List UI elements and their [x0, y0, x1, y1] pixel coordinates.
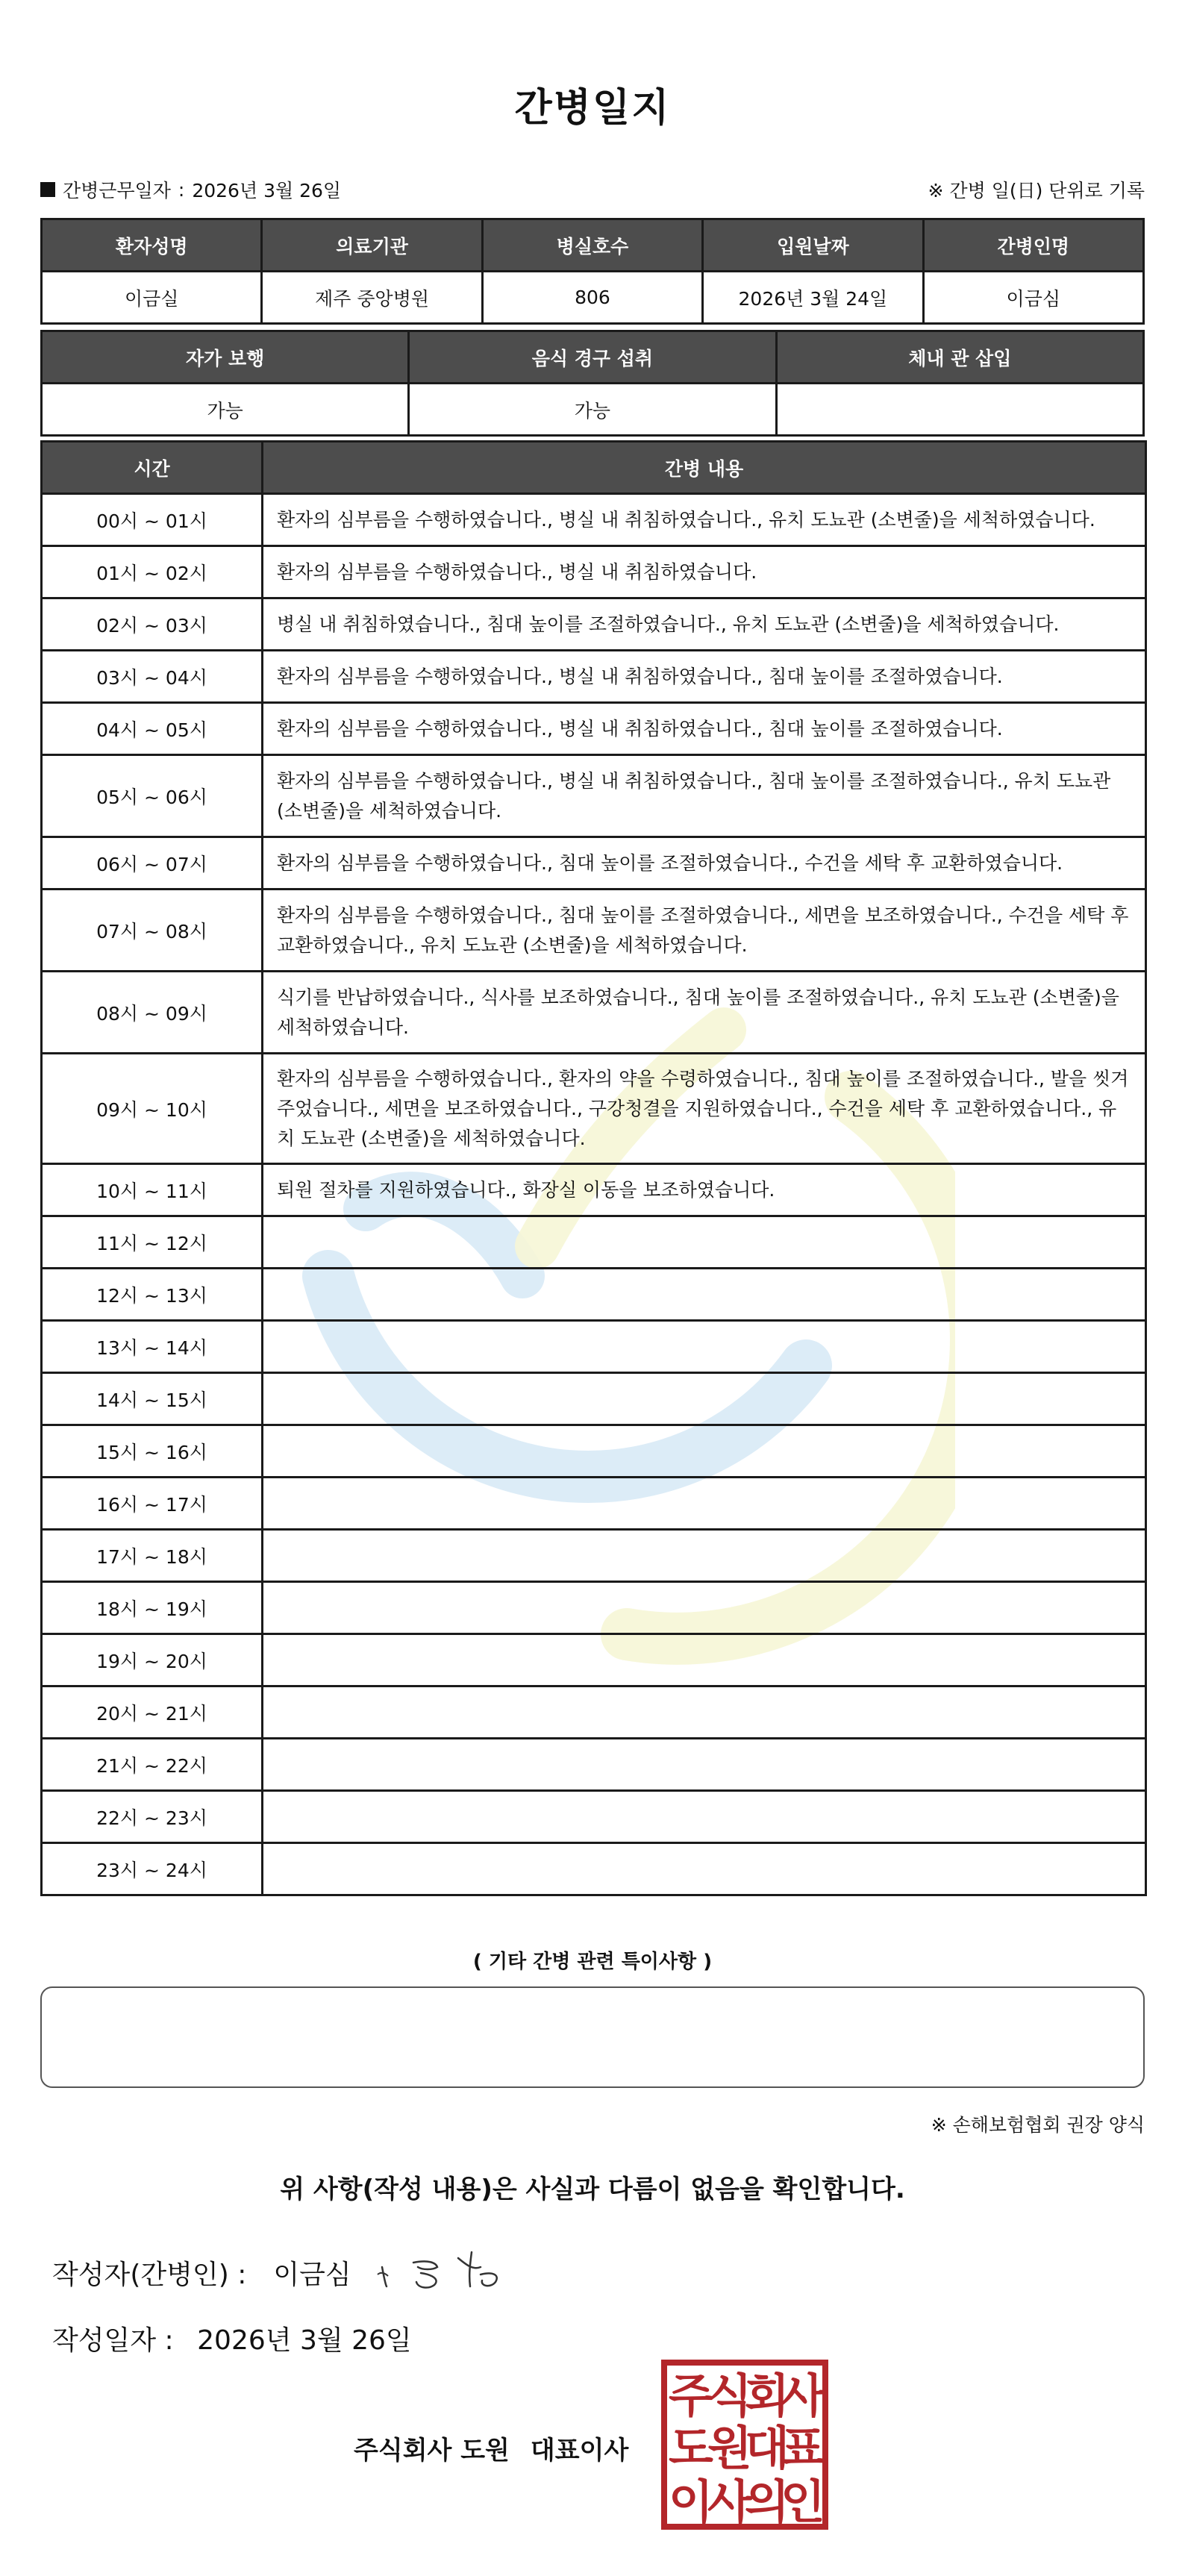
- table-row: [42, 1530, 1146, 1582]
- log-time: 05시 ~ 06시: [42, 755, 263, 837]
- table-row: [42, 1739, 1146, 1791]
- table-row: [42, 837, 1146, 890]
- table-row: [42, 1269, 1146, 1321]
- company-seal-icon: [661, 2360, 828, 2530]
- header-care-content: 간병 내용: [263, 442, 1146, 494]
- log-time: 07시 ~ 08시: [42, 890, 263, 972]
- table-row: [42, 1843, 1146, 1895]
- log-content: 환자의 심부름을 수행하였습니다., 환자의 약을 수령하였습니다., 침대 높이를 조절하였습니다., 발을 씻겨주었습니다., 세면을 보조하였습니다., 구강청결을 지원하였습니다., 수건을 세탁 후 교환하였습니다., 유치 도뇨관 (소변줄)을 세척하였습니다.: [263, 1054, 1146, 1164]
- table-row: [42, 1164, 1146, 1216]
- log-content: [263, 1739, 1146, 1791]
- log-content: 병실 내 취침하였습니다., 침대 높이를 조절하였습니다., 유치 도뇨관 (소변줄)을 세척하였습니다.: [263, 598, 1146, 651]
- table-row: [42, 546, 1146, 598]
- log-content: [263, 1686, 1146, 1739]
- remarks-box: [40, 1986, 1145, 2088]
- form-note: ※ 손해보험협회 권장 양식: [931, 2114, 1145, 2136]
- log-time: 18시 ~ 19시: [42, 1582, 263, 1634]
- work-date-separator: :: [178, 178, 185, 201]
- log-time: 10시 ~ 11시: [42, 1164, 263, 1216]
- log-time: 03시 ~ 04시: [42, 651, 263, 703]
- header-tube-insertion: 체내 관 삽입: [776, 331, 1143, 384]
- table-row: [42, 494, 1146, 546]
- writer-row: [52, 2254, 351, 2292]
- log-content: [263, 1216, 1146, 1269]
- header-oral-intake: 음식 경구 섭취: [409, 331, 776, 384]
- log-time: 21시 ~ 22시: [42, 1739, 263, 1791]
- svg-text:식: 식: [707, 2369, 752, 2423]
- log-content: [263, 1634, 1146, 1686]
- room-number: 806: [482, 272, 702, 324]
- log-content: [263, 1321, 1146, 1373]
- log-time: 01시 ~ 02시: [42, 546, 263, 598]
- svg-text:원: 원: [707, 2421, 752, 2475]
- table-row: [42, 1478, 1146, 1530]
- svg-text:인: 인: [781, 2475, 825, 2529]
- table-row: [42, 1686, 1146, 1739]
- log-time: 17시 ~ 18시: [42, 1530, 263, 1582]
- log-time: 19시 ~ 20시: [42, 1634, 263, 1686]
- header-room-number: 병실호수: [482, 219, 702, 272]
- tube-insertion: [776, 384, 1143, 436]
- log-time: 13시 ~ 14시: [42, 1321, 263, 1373]
- company-ceo-title: 대표이사: [530, 2436, 629, 2466]
- log-content: 환자의 심부름을 수행하였습니다., 침대 높이를 조절하였습니다., 수건을 세탁 후 교환하였습니다.: [263, 837, 1146, 890]
- meta-row: [40, 176, 1145, 206]
- log-time: 16시 ~ 17시: [42, 1478, 263, 1530]
- log-content: 환자의 심부름을 수행하였습니다., 침대 높이를 조절하였습니다., 세면을 보조하였습니다., 수건을 세탁 후 교환하였습니다., 유치 도뇨관 (소변줄)을 세척하였습니다.: [263, 890, 1146, 972]
- svg-text:주: 주: [669, 2369, 713, 2423]
- log-time: 04시 ~ 05시: [42, 703, 263, 755]
- log-time: 11시 ~ 12시: [42, 1216, 263, 1269]
- header-patient-name: 환자성명: [42, 219, 262, 272]
- log-content: 퇴원 절차를 지원하였습니다., 화장실 이동을 보조하였습니다.: [263, 1164, 1146, 1216]
- table-row: [42, 598, 1146, 651]
- log-time: 06시 ~ 07시: [42, 837, 263, 890]
- table-row: [42, 890, 1146, 972]
- work-date-value: 2026년 3월 26일: [192, 180, 342, 201]
- table-row: [42, 972, 1146, 1054]
- log-time: 12시 ~ 13시: [42, 1269, 263, 1321]
- svg-text:대: 대: [745, 2421, 790, 2475]
- patient-status-table: [40, 330, 1145, 437]
- log-content: [263, 1478, 1146, 1530]
- svg-text:이: 이: [669, 2475, 713, 2529]
- table-row: [42, 651, 1146, 703]
- log-content: [263, 1791, 1146, 1843]
- log-content: 환자의 심부름을 수행하였습니다., 병실 내 취침하였습니다., 침대 높이를 조절하였습니다.: [263, 651, 1146, 703]
- log-time: 20시 ~ 21시: [42, 1686, 263, 1739]
- square-bullet-icon: [40, 182, 55, 197]
- svg-text:표: 표: [781, 2421, 825, 2475]
- log-time: 09시 ~ 10시: [42, 1054, 263, 1164]
- patient-name: 이금실: [42, 272, 262, 324]
- header-time: 시간: [42, 442, 263, 494]
- log-content: [263, 1269, 1146, 1321]
- company-name: 주식회사 도원: [354, 2436, 510, 2466]
- table-row: [42, 1425, 1146, 1478]
- table-row: [42, 1373, 1146, 1425]
- writer-name: 이금심: [273, 2260, 351, 2290]
- log-time: 14시 ~ 15시: [42, 1373, 263, 1425]
- table-row: [42, 755, 1146, 837]
- log-time: 23시 ~ 24시: [42, 1843, 263, 1895]
- table-row: [42, 1791, 1146, 1843]
- care-log-table: [40, 440, 1147, 1896]
- written-date-label: 작성일자 :: [52, 2325, 174, 2356]
- log-content: [263, 1530, 1146, 1582]
- written-date-row: [52, 2319, 412, 2357]
- company-signature-block: [354, 2430, 628, 2466]
- log-time: 22시 ~ 23시: [42, 1791, 263, 1843]
- log-content: [263, 1373, 1146, 1425]
- self-walking: 가능: [42, 384, 409, 436]
- hospital: 제주 중앙병원: [262, 272, 482, 324]
- log-content: [263, 1582, 1146, 1634]
- oral-intake: 가능: [409, 384, 776, 436]
- handwritten-signature-icon: [369, 2245, 510, 2297]
- table-row: [42, 1216, 1146, 1269]
- writer-label: 작성자(간병인) :: [52, 2260, 247, 2290]
- log-content: 환자의 심부름을 수행하였습니다., 병실 내 취침하였습니다., 유치 도뇨관 (소변줄)을 세척하였습니다.: [263, 494, 1146, 546]
- log-content: 환자의 심부름을 수행하였습니다., 병실 내 취침하였습니다., 침대 높이를 조절하였습니다., 유치 도뇨관 (소변줄)을 세척하였습니다.: [263, 755, 1146, 837]
- log-time: 08시 ~ 09시: [42, 972, 263, 1054]
- svg-text:도: 도: [669, 2421, 713, 2475]
- svg-text:의: 의: [745, 2475, 790, 2529]
- work-date-label: 간병근무일자: [63, 180, 171, 201]
- table-row: [42, 1321, 1146, 1373]
- table-row: [42, 1054, 1146, 1164]
- header-caregiver-name: 간병인명: [923, 219, 1143, 272]
- log-content: [263, 1843, 1146, 1895]
- header-hospital: 의료기관: [262, 219, 482, 272]
- log-content: 식기를 반납하였습니다., 식사를 보조하였습니다., 침대 높이를 조절하였습니다., 유치 도뇨관 (소변줄)을 세척하였습니다.: [263, 972, 1146, 1054]
- log-time: 15시 ~ 16시: [42, 1425, 263, 1478]
- admission-date: 2026년 3월 24일: [703, 272, 923, 324]
- header-admission-date: 입원날짜: [703, 219, 923, 272]
- table-row: [42, 1634, 1146, 1686]
- table-row: [42, 1582, 1146, 1634]
- table-row: [42, 703, 1146, 755]
- svg-text:사: 사: [781, 2369, 825, 2423]
- confirmation-statement: 위 사항(작성 내용)은 사실과 다름이 없음을 확인합니다.: [280, 2175, 905, 2204]
- written-date-value: 2026년 3월 26일: [197, 2325, 412, 2356]
- work-date: [40, 176, 341, 203]
- document-title: 간병일지: [514, 86, 671, 131]
- log-time: 00시 ~ 01시: [42, 494, 263, 546]
- unit-note: ※ 간병 일(日) 단위로 기록: [928, 180, 1145, 201]
- log-content: 환자의 심부름을 수행하였습니다., 병실 내 취침하였습니다.: [263, 546, 1146, 598]
- patient-info-table: [40, 218, 1145, 325]
- header-self-walking: 자가 보행: [42, 331, 409, 384]
- remarks-title: ( 기타 간병 관련 특이사항 ): [472, 1951, 713, 1973]
- caregiver-name: 이금심: [923, 272, 1143, 324]
- log-content: [263, 1425, 1146, 1478]
- svg-text:사: 사: [707, 2475, 752, 2529]
- log-time: 02시 ~ 03시: [42, 598, 263, 651]
- log-content: 환자의 심부름을 수행하였습니다., 병실 내 취침하였습니다., 침대 높이를 조절하였습니다.: [263, 703, 1146, 755]
- svg-text:회: 회: [745, 2369, 790, 2423]
